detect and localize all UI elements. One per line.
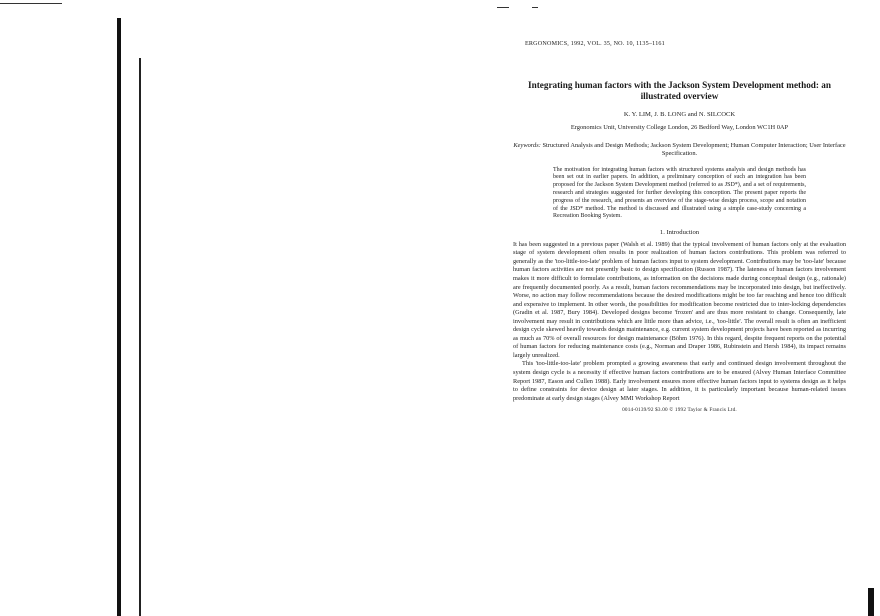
scan-artifact-corner: [868, 588, 874, 616]
keywords: [513, 142, 846, 159]
keywords-label: Keywords:: [513, 141, 541, 149]
body-paragraph: It has been suggested in a previous paper (Walsh et al. 1989) that the typical involvement of human factors only at the evaluation stage of system development often results in poor realization of human factors contributions. This problem was referred to generally as the 'too-little-too-late' problem of human factors input to system development. Contributions may be 'too-late' because human factors activities are not presently basic to design specification (Russon 1987). The lateness of human factors involvement makes it more difficult to formulate contributions, as information on the decisions made during conceptual design (e.g., rationale) are frequently documented poorly. As a result, human factors recommendations may be incorporated into design, but ineffectively. Worse, no action may follow recommendations because the desired modifications might be too far reaching and hence too difficult and expensive to implement. In other words, the possibilities for modification become restricted due to inter-locking dependencies (Gradin et al. 1987, Bury 1984). Developed designs become 'frozen' and are thus more resistant to change. Consequently, late involvement may result in contributions which are little more than advice, i.e., 'too-little'. The overall result is often an inefficient design cycle skewed heavily towards design maintenance, e.g. current system development projects have been reported as incurring as much as 70% of overall resources for design maintenance (Böhm 1976). In this regard, despite frequent reports on the potential of human factors for reducing maintenance costs (e.g., Norman and Draper 1986, Rubinstein and Hersh 1984), its impact remains largely unrealized.: [513, 240, 846, 359]
article-affiliation: Ergonomics Unit, University College London, 26 Bedford Way, London WC1H 0AP: [570, 124, 789, 132]
keywords-text: Structured Analysis and Design Methods; Jackson System Development; Human Computer Interaction; User Interface Specification.: [542, 141, 846, 158]
scan-gutter-line: [139, 58, 141, 616]
body-text: [513, 241, 846, 403]
article-authors: K. Y. LIM, J. B. LONG and N. SILCOCK: [623, 110, 736, 118]
scan-artifact-top-line: [0, 3, 62, 4]
scan-gutter-bar: [117, 18, 121, 616]
journal-page: [513, 40, 846, 415]
abstract: The motivation for integrating human factors with structured systems analysis and design methods has been set out in earlier papers. In addition, a preliminary conception of such an integration has been proposed for the Jackson System Development method (referred to as JSD*), and a set of requirements, research and strategies suggested for further developing this conception. The present paper reports the progress of the research, and presents an overview of the stage-wise design process, scope and notation of the JSD* method. The method is discussed and illustrated using a simple case-study concerning a Recreation Booking System.: [553, 166, 806, 220]
scan-artifact-dash: [532, 7, 538, 8]
copyright-line: 0014-0139/92 $3.00 © 1992 Taylor & Francis Ltd.: [622, 407, 737, 414]
section-heading-introduction: 1. Introduction: [659, 229, 700, 237]
body-paragraph: This 'too-little-too-late' problem prompted a growing awareness that early and continued design involvement throughout the system design cycle is a necessity if effective human factors contributions are to be ensured (Alvey Human Interface Committee Report 1987, Eason and Cullen 1988). Early involvement ensures more effective human factors input to systems design as it helps to define constraints for device design at later stages. In addition, it is particularly important because human-related issues predominate at early design stages (Alvey MMI Workshop Report: [513, 360, 846, 402]
running-head: ERGONOMICS, 1992, VOL. 35, NO. 10, 1135–1161: [525, 41, 665, 47]
article-title: Integrating human factors with the Jackson System Development method: an illustrated overview: [528, 79, 831, 102]
scan-artifact-dash: [497, 7, 509, 8]
